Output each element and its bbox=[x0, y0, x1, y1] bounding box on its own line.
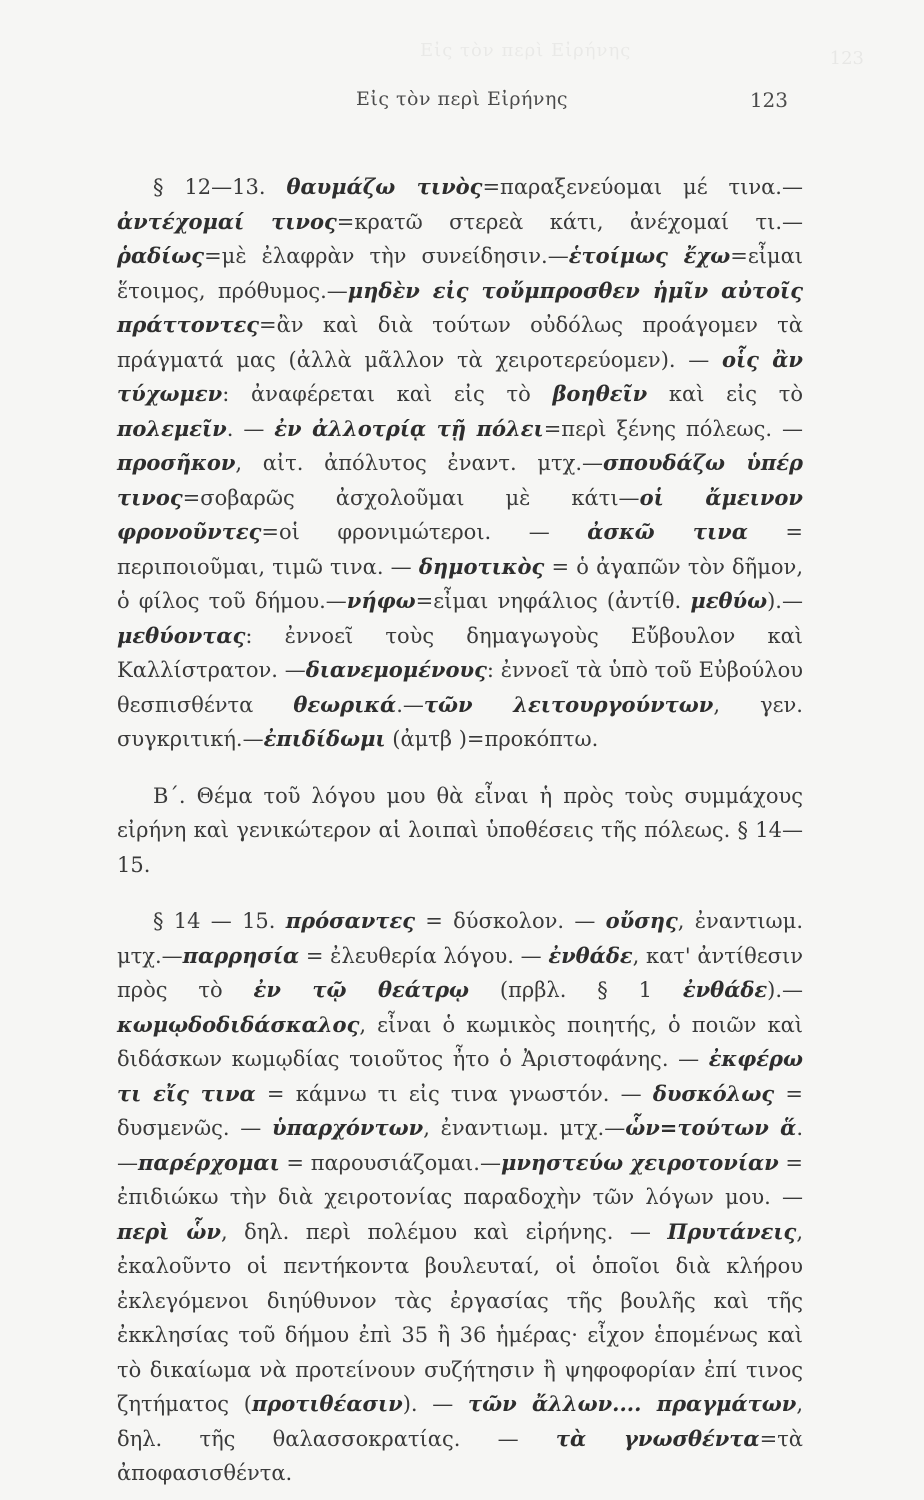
lemma: ἐκφέρω τι εἴς τινα bbox=[117, 1046, 803, 1106]
gloss-text: =εἶμαι νηφάλιος (ἀντίθ. bbox=[415, 589, 691, 613]
gloss-text: = ὁ ἀγαπῶν τὸν δῆμον, ὁ φίλος τοῦ δήμου.— bbox=[117, 554, 803, 613]
paragraph-theme-b bbox=[117, 779, 803, 883]
gloss-text: =τὰ ἀποφασισθέντα. bbox=[117, 1426, 803, 1485]
lemma: κωμῳδοδιδάσκαλος bbox=[117, 1011, 360, 1037]
gloss-text: , ἐναντιωμ. μτχ.— bbox=[117, 909, 804, 968]
lemma: ἐν τῷ θεάτρῳ bbox=[253, 977, 470, 1002]
lemma: παρρησία bbox=[182, 942, 300, 968]
lemma: ὑπαρχόντων bbox=[272, 1115, 424, 1140]
gloss-text: § 12—13. bbox=[153, 175, 287, 199]
gloss-text: , γεν. συγκριτική.— bbox=[117, 692, 803, 751]
running-title: Εἰς τὸν περὶ Εἰρήνης bbox=[356, 88, 568, 110]
gloss-text: = κάμνω τι εἰς τινα γνωστόν. — bbox=[255, 1081, 653, 1106]
lemma: ῥαδίως bbox=[117, 243, 205, 268]
lemma: τὰ γνωσθέντα bbox=[555, 1425, 760, 1451]
gloss-text: =σοβαρῶς ἀσχολοῦμαι μὲ κάτι— bbox=[182, 485, 640, 510]
lemma: διανεμομένους bbox=[305, 657, 487, 682]
gloss-text: , δηλ. τῆς θαλασσοκρατίας. — bbox=[117, 1392, 803, 1451]
lemma: ἑτοίμως ἔχω bbox=[568, 243, 731, 268]
gloss-text: , δηλ. περὶ πολέμου καὶ εἰρήνης. — bbox=[220, 1219, 668, 1244]
lemma: ἐνθάδε bbox=[682, 977, 768, 1002]
lemma: τῶν λειτουργούντων bbox=[423, 691, 714, 717]
gloss-text: , εἶναι ὁ κωμικὸς ποιητής, ὁ ποιῶν καὶ διδάσκων κωμῳδίας τοιοῦτος ἦτο ὁ Ἀριστοφάνης. — bbox=[117, 1012, 803, 1071]
gloss-text: =κρατῶ στερεὰ κάτι, ἀνέχομαί τι.— bbox=[336, 209, 804, 234]
gloss-text: Β΄. Θέμα τοῦ λόγου μου θὰ εἶναι ἡ πρὸς τοὺς συμμάχους εἰρήνη καὶ γενικώτερον αἱ λοιπαὶ ὑποθέσεις τῆς πόλεως. § 14—15. bbox=[117, 783, 803, 877]
lemma: μηδὲν εἰς τοὔμπροσθεν ἡμῖν αὐτοῖς πράττοντες bbox=[117, 277, 803, 337]
lemma: δημοτικὸς bbox=[418, 553, 545, 579]
lemma: Πρυτάνεις bbox=[667, 1218, 797, 1244]
gloss-text: = δύσκολον. — bbox=[415, 909, 606, 933]
gloss-text: = δυσμενῶς. — bbox=[117, 1081, 803, 1140]
lemma: ὧν=τούτων ἅ bbox=[625, 1115, 797, 1140]
gloss-text: =μὲ ἐλαφρὰν τὴν συνείδησιν.— bbox=[204, 244, 569, 268]
gloss-text: ).— bbox=[767, 589, 803, 613]
lemma: μεθύοντας bbox=[117, 622, 246, 648]
lemma: μεθύω bbox=[690, 588, 768, 613]
lemma: σπουδάζω ὑπέρ τινος bbox=[117, 450, 803, 510]
lemma: προσῆκον bbox=[117, 450, 236, 475]
lemma: παρέρχομαι bbox=[138, 1149, 280, 1175]
gloss-text: (ἀμτβ )=προκόπτω. bbox=[385, 727, 599, 751]
lemma: ἐν ἀλλοτρίᾳ τῇ πόλει bbox=[274, 415, 544, 441]
gloss-text: , αἰτ. ἀπόλυτος ἐναντ. μτχ.— bbox=[235, 451, 604, 475]
gloss-text: ). — bbox=[402, 1392, 468, 1416]
paragraph-notes-14-15 bbox=[117, 904, 803, 1491]
gloss-text: § 14 — 15. bbox=[153, 909, 286, 933]
lemma: θαυμάζω τινὸς bbox=[286, 174, 483, 199]
gloss-text: = περιποιοῦμαι, τιμῶ τινα. — bbox=[117, 520, 803, 579]
lemma: οἷς ἂν τύχωμεν bbox=[117, 346, 803, 406]
gloss-text: =εἶμαι ἕτοιμος, πρόθυμος.— bbox=[117, 244, 803, 303]
lemma: περὶ ὧν bbox=[117, 1218, 221, 1244]
lemma: τῶν ἄλλων.... πραγμάτων bbox=[467, 1391, 797, 1416]
paragraph-notes-12-13 bbox=[117, 170, 803, 757]
bleed-through-text: Εἰς τὸν περὶ Εἰρήνης bbox=[420, 40, 632, 61]
gloss-text: = ἐλευθερία λόγου. — bbox=[299, 943, 549, 968]
gloss-text: =περὶ ξένης πόλεως. — bbox=[543, 416, 804, 441]
lemma: θεωρικά bbox=[293, 691, 397, 717]
gloss-text: καὶ εἰς τὸ bbox=[647, 382, 803, 406]
lemma: πολεμεῖν bbox=[117, 415, 227, 441]
gloss-text: = παρουσιάζομαι.— bbox=[279, 1150, 501, 1175]
gloss-text: : ἀναφέρεται καὶ εἰς τὸ bbox=[222, 382, 553, 406]
lemma: μνηστεύω χειροτονίαν bbox=[500, 1149, 779, 1175]
gloss-text: , ἐκαλοῦντο οἱ πεντήκοντα βουλευταί, οἱ ὁποῖοι διὰ κλήρου ἐκλεγόμενοι διηύθυνον τὰς ἐργασίας τῆς βουλῆς καὶ τῆς ἐκκλησίας τοῦ δήμου ἐπὶ 35 ἢ 36 ἡμέρας· εἶχον ἑπομένως καὶ τὸ δικαίωμα νὰ προτείνουν συζήτησιν ἢ ψηφοφορίαν ἐπί τινος ζητήματος ( bbox=[117, 1219, 803, 1416]
gloss-text: : ἐννοεῖ τὰ ὑπὸ τοῦ Εὐβούλου θεσπισθέντα bbox=[117, 658, 803, 717]
lemma: βοηθεῖν bbox=[552, 381, 648, 406]
lemma: ἀντέχομαί τινος bbox=[117, 208, 337, 234]
commentary-body bbox=[117, 170, 803, 1491]
gloss-text: : ἐννοεῖ τοὺς δημαγωγοὺς Εὔβουλον καὶ Καλλίστρατον. — bbox=[117, 623, 803, 682]
page-number: 123 bbox=[749, 88, 788, 112]
gloss-text: =ἂν καὶ διὰ τούτων οὐδόλως προάγομεν τὰ πράγματά μας (ἀλλὰ μᾶλλον τὰ χειροτερεύομεν). — bbox=[117, 313, 803, 372]
gloss-text: =παραξενεύομαι μέ τινα.— bbox=[482, 175, 803, 199]
page-header bbox=[0, 88, 924, 122]
gloss-text: . — bbox=[226, 416, 275, 441]
lemma: οὔσης bbox=[605, 908, 678, 933]
gloss-text: , κατ' ἀντίθεσιν πρὸς τὸ bbox=[117, 943, 803, 1002]
lemma: προτιθέασιν bbox=[251, 1391, 403, 1416]
gloss-text: = ἐπιδιώκω τὴν διὰ χειροτονίας παραδοχὴν τῶν λόγων μου. — bbox=[117, 1150, 804, 1209]
lemma: πρόσαντες bbox=[285, 908, 415, 933]
lemma: οἱ ἄμεινον φρονοῦντες bbox=[117, 484, 803, 544]
gloss-text: (πρβλ. § 1 bbox=[469, 978, 683, 1002]
bleed-through-number: 123 bbox=[829, 48, 864, 69]
gloss-text: ).— bbox=[767, 978, 803, 1002]
lemma: ἀσκῶ τινα bbox=[587, 519, 748, 544]
gloss-text: =οἱ φρονιμώτεροι. — bbox=[261, 520, 588, 544]
lemma: νήφω bbox=[346, 588, 416, 613]
lemma: ἐπιδίδωμι bbox=[263, 726, 386, 751]
gloss-text: .— bbox=[117, 1116, 803, 1175]
lemma: ἐνθάδε bbox=[548, 942, 633, 968]
lemma: δυσκόλως bbox=[652, 1080, 775, 1106]
gloss-text: , ἐναντιωμ. μτχ.— bbox=[423, 1116, 626, 1140]
gloss-text: .— bbox=[396, 692, 424, 717]
